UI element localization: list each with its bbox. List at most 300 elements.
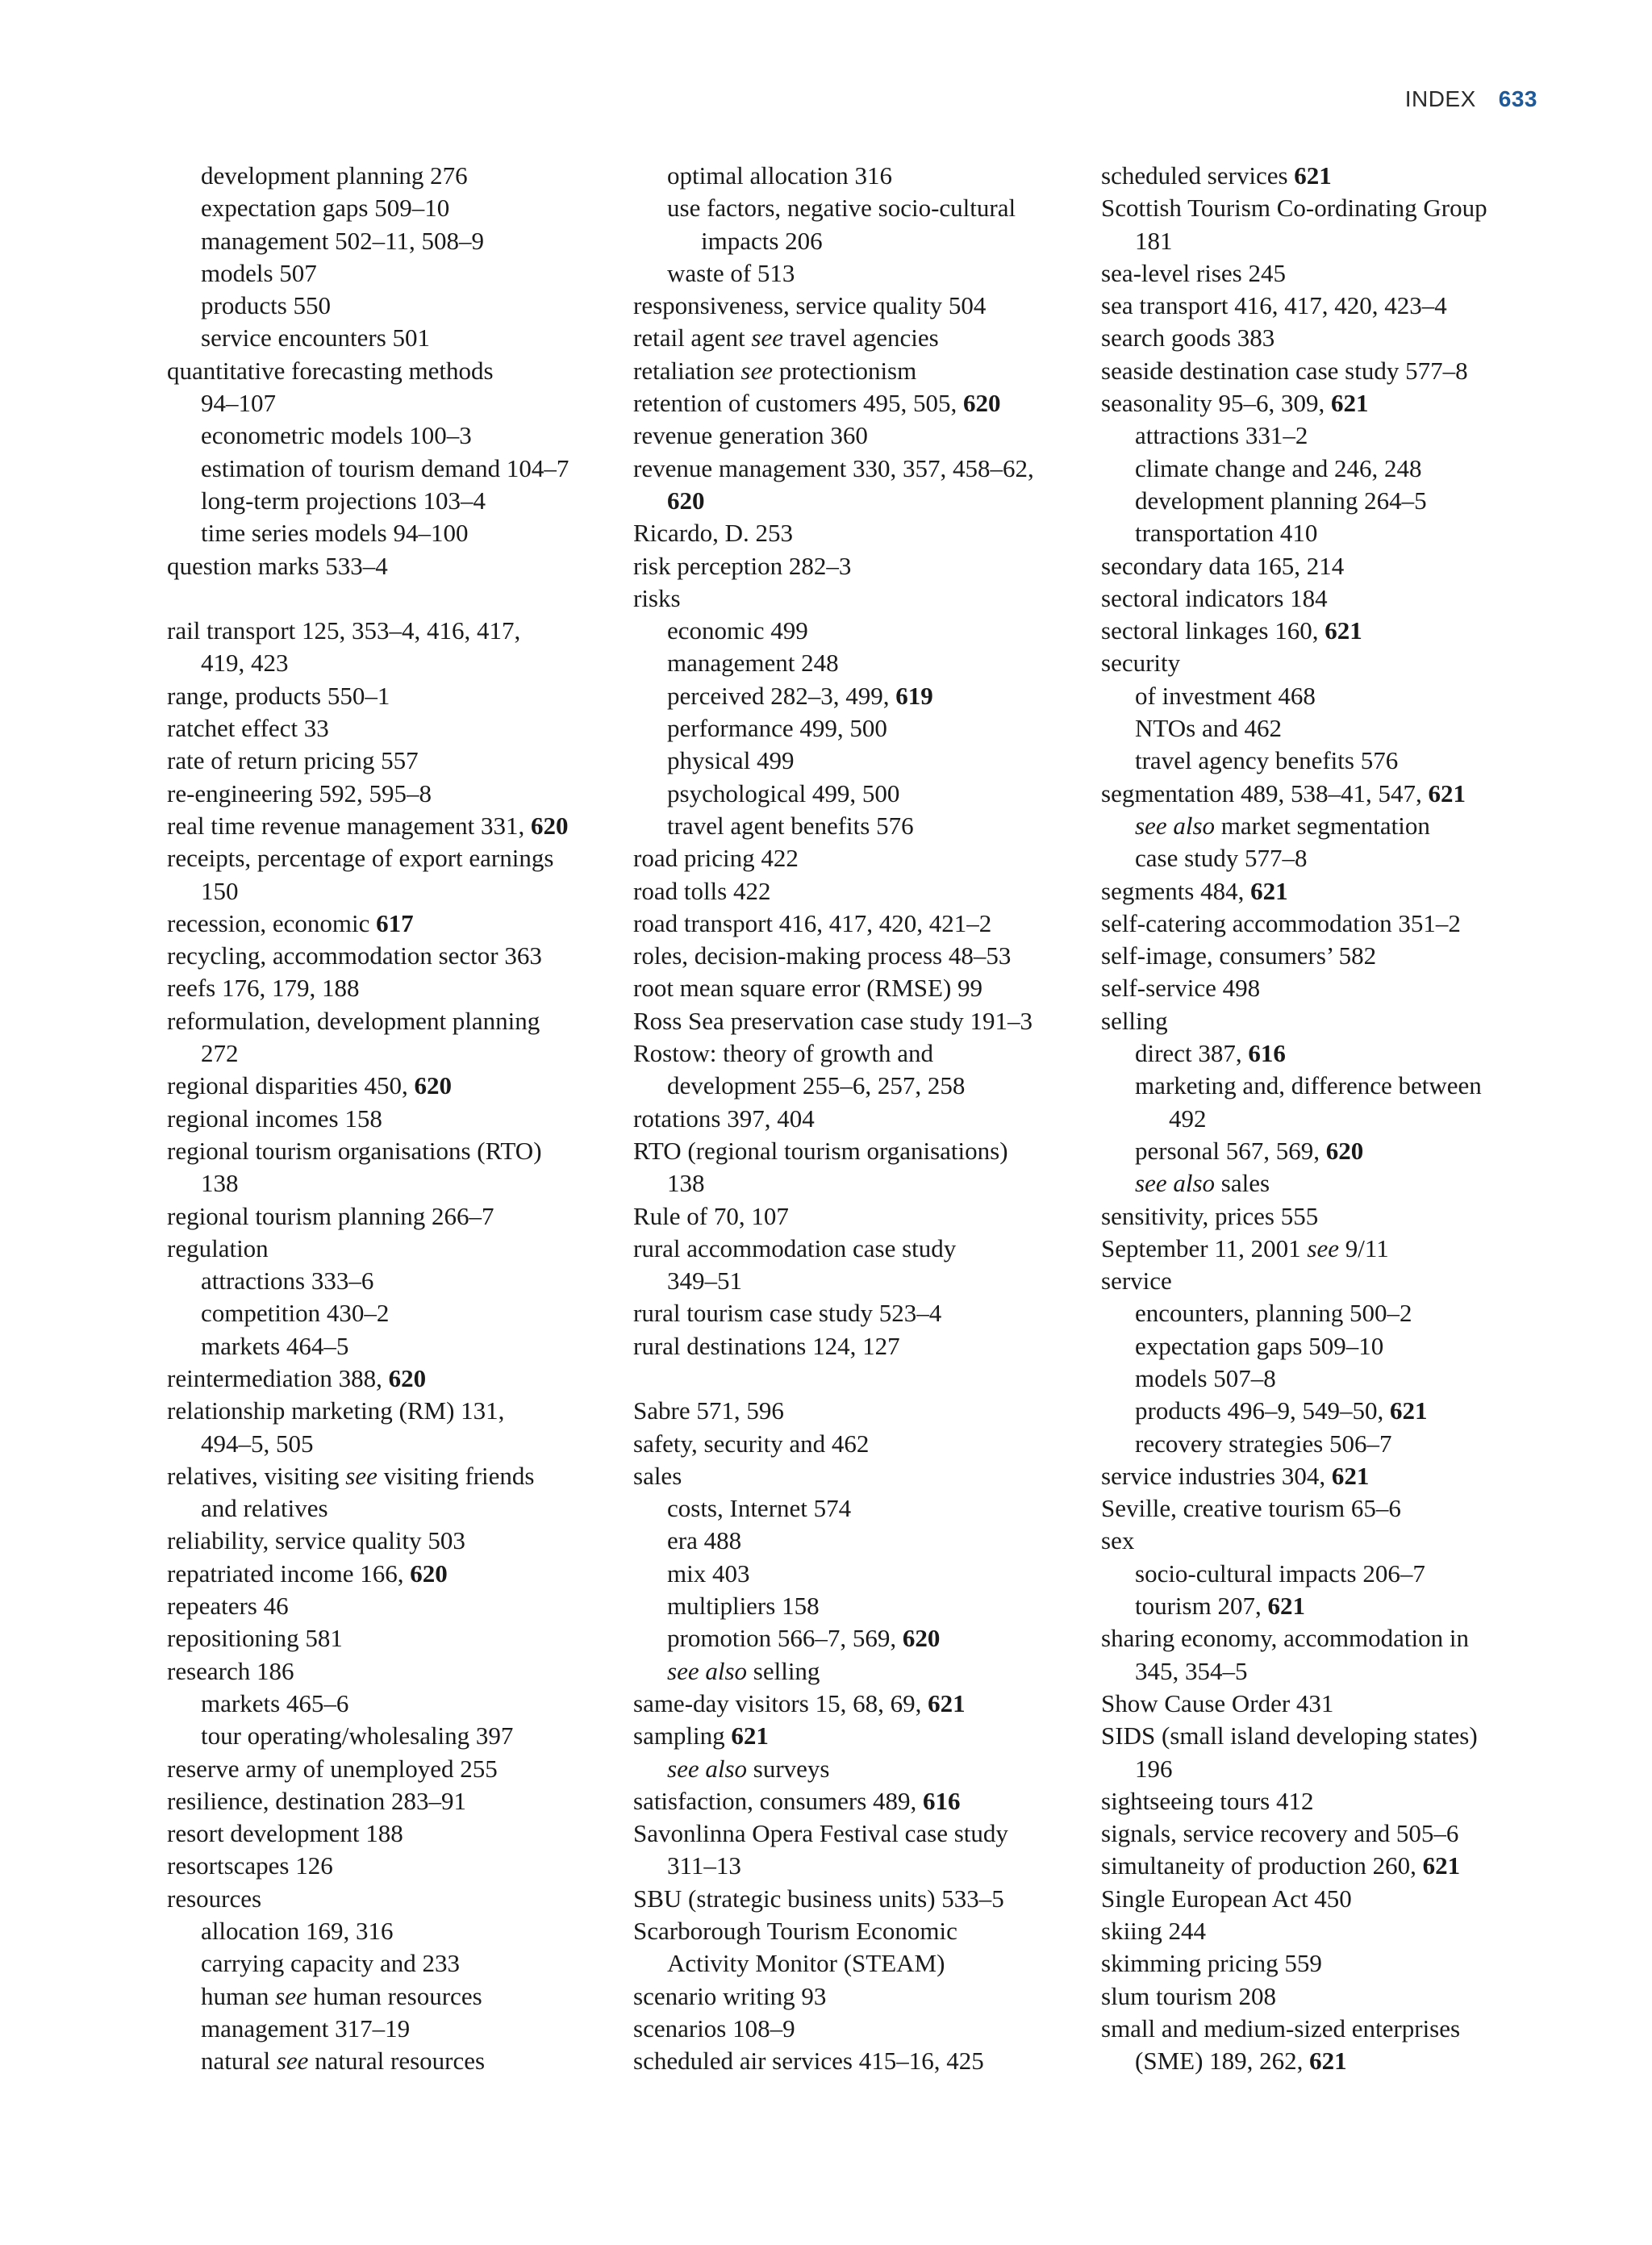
index-entry <box>1101 1688 1553 1720</box>
entry-text: sharing economy, accommodation in <box>1101 1624 1469 1653</box>
entry-text: Sabre 571, 596 <box>633 1396 784 1425</box>
index-entry <box>1101 257 1553 290</box>
entry-text: management 248 <box>667 649 839 678</box>
index-subentry <box>167 419 619 452</box>
bold-page-ref: 620 <box>962 389 1001 418</box>
cross-ref-term: see <box>275 1981 307 2010</box>
entry-text: regional tourism organisations (RTO) <box>167 1136 542 1165</box>
index-subentry <box>167 485 619 517</box>
entry-text: reliability, service quality 503 <box>167 1526 465 1555</box>
index-subentry <box>167 1688 619 1720</box>
entry-text: mix 403 <box>667 1559 750 1588</box>
index-subentry <box>167 2045 619 2077</box>
bold-page-ref: 616 <box>1248 1039 1286 1068</box>
index-entry <box>167 1460 619 1492</box>
cross-ref-term: see also <box>667 1656 748 1685</box>
entry-text: regional incomes 158 <box>167 1104 382 1133</box>
index-entry <box>633 1037 1085 1070</box>
cross-ref-term: see <box>751 323 783 353</box>
index-entry <box>633 1135 1085 1167</box>
entry-text: visiting friends <box>377 1461 535 1490</box>
index-entry <box>633 908 1085 940</box>
index-column-3 <box>1101 160 1553 2078</box>
entry-text: root mean square error (RMSE) 99 <box>633 974 983 1003</box>
entry-text: time series models 94–100 <box>201 519 469 548</box>
index-entry <box>1101 355 1553 387</box>
entry-text: retaliation <box>633 356 741 385</box>
index-subentry <box>633 1558 1085 1590</box>
entry-text: small and medium-sized enterprises <box>1101 2013 1461 2043</box>
index-subentry <box>1101 485 1553 517</box>
entry-text: skimming pricing 559 <box>1101 1949 1322 1978</box>
index-entry <box>167 908 619 940</box>
index-entry <box>1101 192 1553 224</box>
index-entry <box>167 712 619 745</box>
entry-text: surveys <box>747 1754 830 1783</box>
index-subentry <box>167 1492 619 1525</box>
entry-text: impacts 206 <box>701 226 823 255</box>
entry-text: tourism 207, <box>1135 1592 1268 1621</box>
entry-text: human <box>201 1981 276 2010</box>
entry-text: expectation gaps 509–10 <box>201 194 450 223</box>
index-subentry <box>1101 1297 1553 1329</box>
entry-text: travel agent benefits 576 <box>667 811 914 840</box>
entry-text: SBU (strategic business units) 533–5 <box>633 1884 1004 1913</box>
index-subentry <box>1101 419 1553 452</box>
index-subentry <box>633 1070 1085 1102</box>
entry-text: repositioning 581 <box>167 1624 343 1653</box>
index-entry <box>167 1135 619 1167</box>
bold-page-ref: 621 <box>1428 778 1466 807</box>
index-entry <box>1101 1200 1553 1233</box>
entry-text: reintermediation 388, <box>167 1363 389 1392</box>
entry-text: signals, service recovery and 505–6 <box>1101 1819 1459 1848</box>
index-entry <box>633 1460 1085 1492</box>
index-subentry <box>167 1915 619 1947</box>
index-subentry <box>1101 842 1553 874</box>
cross-ref-term: see also <box>1135 1169 1216 1198</box>
entry-text: same-day visitors 15, 68, 69, <box>633 1688 928 1717</box>
entry-text: 138 <box>201 1169 239 1198</box>
entry-text: secondary data 165, 214 <box>1101 551 1345 580</box>
index-subentry <box>1101 453 1553 485</box>
index-subentry <box>1101 2045 1553 2077</box>
entry-text: self-service 498 <box>1101 974 1261 1003</box>
cross-ref-term: see <box>276 2047 309 2076</box>
entry-text: seasonality 95–6, 309, <box>1101 389 1331 418</box>
index-subentry <box>167 2013 619 2045</box>
index-entry <box>633 1395 1085 1427</box>
index-subentry <box>1101 1135 1553 1167</box>
page-number: 633 <box>1498 86 1537 111</box>
entry-text: attractions 333–6 <box>201 1266 374 1296</box>
index-subentry <box>633 1167 1085 1200</box>
index-subentry <box>633 745 1085 777</box>
entry-text: question marks 533–4 <box>167 551 388 580</box>
index-subentry <box>633 1492 1085 1525</box>
bold-page-ref: 621 <box>1309 2047 1347 2076</box>
entry-text: physical 499 <box>667 746 795 775</box>
index-subentry <box>1101 1655 1553 1688</box>
index-subentry <box>1101 1362 1553 1395</box>
index-subentry <box>1101 1558 1553 1590</box>
entry-text: 349–51 <box>667 1266 742 1296</box>
entry-text: 345, 354–5 <box>1135 1656 1248 1685</box>
bold-page-ref: 620 <box>1325 1136 1364 1165</box>
index-subentry <box>167 257 619 290</box>
entry-text: real time revenue management 331, <box>167 811 532 840</box>
index-entry <box>167 1850 619 1882</box>
index-subentry <box>633 160 1085 192</box>
bold-page-ref: 620 <box>388 1363 427 1392</box>
entry-text: 494–5, 505 <box>201 1429 314 1458</box>
index-subentry <box>1101 745 1553 777</box>
entry-text: segments 484, <box>1101 876 1251 905</box>
entry-text: road transport 416, 417, 420, 421–2 <box>633 908 992 937</box>
entry-text: Ricardo, D. 253 <box>633 519 794 548</box>
bold-page-ref: 620 <box>531 811 569 840</box>
bold-page-ref: 621 <box>1250 876 1288 905</box>
index-entry <box>1101 1850 1553 1882</box>
index-entry <box>1101 1265 1553 1297</box>
index-subentry <box>1101 1590 1553 1622</box>
entry-text: SIDS (small island developing states) <box>1101 1721 1478 1751</box>
index-subentry <box>167 1265 619 1297</box>
entry-text: regional disparities 450, <box>167 1071 415 1100</box>
entry-text: products 496–9, 549–50, <box>1135 1396 1391 1425</box>
index-entry <box>167 778 619 810</box>
index-subentry <box>167 290 619 322</box>
bold-page-ref: 621 <box>1390 1396 1428 1425</box>
running-header <box>1405 86 1537 112</box>
bold-page-ref: 621 <box>1331 1461 1370 1490</box>
index-entry <box>633 517 1085 549</box>
index-entry <box>1101 940 1553 972</box>
entry-text: rural destinations 124, 127 <box>633 1331 900 1360</box>
entry-text: revenue generation 360 <box>633 421 868 450</box>
blank-line <box>167 582 619 615</box>
entry-text: selling <box>1101 1006 1168 1035</box>
index-subentry <box>633 1850 1085 1882</box>
entry-text: NTOs and 462 <box>1135 714 1282 743</box>
entry-text: Ross Sea preservation case study 191–3 <box>633 1006 1033 1035</box>
index-entry <box>633 2045 1085 2077</box>
entry-text: retention of customers 495, 505, <box>633 389 963 418</box>
index-entry <box>1101 1720 1553 1752</box>
entry-text: costs, Internet 574 <box>667 1494 852 1523</box>
index-entry <box>1101 1883 1553 1915</box>
entry-text: rotations 397, 404 <box>633 1104 815 1133</box>
entry-text: sectoral linkages 160, <box>1101 616 1325 645</box>
index-entry <box>167 1233 619 1265</box>
index-entry <box>167 1590 619 1622</box>
index-subentry <box>633 225 1085 257</box>
index-subentry <box>167 453 619 485</box>
entry-text: development planning 264–5 <box>1135 486 1427 515</box>
index-subentry <box>167 1720 619 1752</box>
entry-text: satisfaction, consumers 489, <box>633 1786 924 1815</box>
entry-text: carrying capacity and 233 <box>201 1949 461 1978</box>
entry-text: Single European Act 450 <box>1101 1884 1352 1913</box>
index-subentry <box>633 257 1085 290</box>
index-subentry <box>1101 712 1553 745</box>
index-subentry <box>1101 1167 1553 1200</box>
entry-text: reefs 176, 179, 188 <box>167 974 360 1003</box>
entry-text: scenario writing 93 <box>633 1981 827 2010</box>
entry-text: Activity Monitor (STEAM) <box>667 1949 945 1978</box>
index-entry <box>1101 647 1553 679</box>
index-subentry <box>1101 1330 1553 1362</box>
entry-text: recycling, accommodation sector 363 <box>167 941 542 970</box>
header-label: INDEX <box>1404 86 1476 111</box>
entry-text: search goods 383 <box>1101 323 1275 353</box>
index-entry <box>633 1980 1085 2013</box>
entry-text: service <box>1101 1266 1172 1296</box>
entry-text: 419, 423 <box>201 649 289 678</box>
index-entry <box>1101 290 1553 322</box>
bold-page-ref: 620 <box>414 1071 452 1100</box>
entry-text: models 507 <box>201 258 317 287</box>
bold-page-ref: 620 <box>667 486 705 515</box>
entry-text: natural <box>201 2047 277 2076</box>
index-entry <box>167 1362 619 1395</box>
cross-ref-term: see <box>345 1461 378 1490</box>
entry-text: 311–13 <box>667 1851 741 1880</box>
index-entry <box>633 453 1085 485</box>
bold-page-ref: 621 <box>731 1721 769 1751</box>
entry-text: risks <box>633 583 681 612</box>
entry-text: sales <box>633 1461 682 1490</box>
entry-text: expectation gaps 509–10 <box>1135 1331 1384 1360</box>
index-entry <box>1101 550 1553 582</box>
index-entry <box>633 1817 1085 1850</box>
entry-text: security <box>1101 649 1181 678</box>
index-subentry <box>633 1655 1085 1688</box>
entry-text: repeaters 46 <box>167 1592 289 1621</box>
entry-text: revenue management 330, 357, 458–62, <box>633 453 1034 482</box>
index-subentry <box>167 1947 619 1980</box>
entry-text: re-engineering 592, 595–8 <box>167 778 432 807</box>
index-entry <box>633 355 1085 387</box>
entry-text: encounters, planning 500–2 <box>1135 1299 1412 1328</box>
index-entry <box>1101 615 1553 647</box>
index-subentry <box>167 1980 619 2013</box>
entry-text: safety, security and 462 <box>633 1429 870 1458</box>
index-entry <box>633 1883 1085 1915</box>
entry-text: use factors, negative socio-cultural <box>667 194 1016 223</box>
index-entry <box>167 1005 619 1037</box>
entry-text: socio-cultural impacts 206–7 <box>1135 1559 1425 1588</box>
index-entry <box>633 1103 1085 1135</box>
entry-text: competition 430–2 <box>201 1299 390 1328</box>
index-entry <box>633 387 1085 419</box>
entry-text: management 502–11, 508–9 <box>201 226 484 255</box>
index-entry <box>167 972 619 1004</box>
bold-page-ref: 619 <box>895 681 933 710</box>
index-entry <box>167 1655 619 1688</box>
entry-text: sampling <box>633 1721 732 1751</box>
entry-text: relatives, visiting <box>167 1461 346 1490</box>
entry-text: climate change and 246, 248 <box>1135 453 1422 482</box>
index-entry <box>633 582 1085 615</box>
entry-text: service encounters 501 <box>201 323 431 353</box>
entry-text: products 550 <box>201 291 332 320</box>
index-entry <box>1101 1947 1553 1980</box>
index-subentry <box>633 1753 1085 1785</box>
index-column-1 <box>167 160 619 2078</box>
entry-text: service industries 304, <box>1101 1461 1332 1490</box>
entry-text: long-term projections 103–4 <box>201 486 486 515</box>
index-subentry <box>633 712 1085 745</box>
index-entry <box>633 1915 1085 1947</box>
entry-text: Rule of 70, 107 <box>633 1201 789 1230</box>
index-entry <box>633 1785 1085 1817</box>
entry-text: direct 387, <box>1135 1039 1249 1068</box>
bold-page-ref: 616 <box>923 1786 961 1815</box>
index-entry <box>167 940 619 972</box>
index-entry <box>633 550 1085 582</box>
entry-text: rural tourism case study 523–4 <box>633 1299 942 1328</box>
entry-text: travel agencies <box>782 323 939 353</box>
bold-page-ref: 621 <box>1325 616 1362 645</box>
index-entry <box>1101 322 1553 354</box>
entry-text: sectoral indicators 184 <box>1101 583 1328 612</box>
entry-text: responsiveness, service quality 504 <box>633 291 987 320</box>
entry-text: 9/11 <box>1339 1233 1389 1262</box>
index-entry <box>167 1883 619 1915</box>
entry-text: case study 577–8 <box>1135 844 1308 873</box>
index-subentry <box>167 160 619 192</box>
entry-text: sensitivity, prices 555 <box>1101 1201 1319 1230</box>
index-entry <box>167 355 619 387</box>
entry-text: road pricing 422 <box>633 844 799 873</box>
entry-text: range, products 550–1 <box>167 681 390 710</box>
entry-text: management 317–19 <box>201 2013 411 2043</box>
bold-page-ref: 621 <box>1267 1592 1305 1621</box>
index-entry <box>1101 582 1553 615</box>
entry-text: sea-level rises 245 <box>1101 258 1286 287</box>
entry-text: market segmentation <box>1215 811 1430 840</box>
entry-text: waste of 513 <box>667 258 795 287</box>
entry-text: September 11, 2001 <box>1101 1233 1308 1262</box>
entry-text: repatriated income 166, <box>167 1559 411 1588</box>
entry-text: self-image, consumers’ 582 <box>1101 941 1377 970</box>
index-entry <box>633 1428 1085 1460</box>
index-entry <box>167 1558 619 1590</box>
entry-text: road tolls 422 <box>633 876 771 905</box>
entry-text: scheduled services <box>1101 161 1295 190</box>
index-subentry <box>1101 1395 1553 1427</box>
entry-text: simultaneity of production 260, <box>1101 1851 1423 1880</box>
index-entry <box>167 615 619 647</box>
entry-text: estimation of tourism demand 104–7 <box>201 453 569 482</box>
entry-text: Rostow: theory of growth and <box>633 1039 933 1068</box>
entry-text: regulation <box>167 1233 269 1262</box>
entry-text: research 186 <box>167 1656 294 1685</box>
index-entry <box>633 940 1085 972</box>
index-subentry <box>167 387 619 419</box>
index-entry <box>633 1688 1085 1720</box>
entry-text: and relatives <box>201 1494 328 1523</box>
entry-text: roles, decision-making process 48–53 <box>633 941 1012 970</box>
entry-text: promotion 566–7, 569, <box>667 1624 903 1653</box>
entry-text: resilience, destination 283–91 <box>167 1786 467 1815</box>
index-subentry <box>167 875 619 908</box>
entry-text: perceived 282–3, 499, <box>667 681 896 710</box>
bold-page-ref: 617 <box>376 908 414 937</box>
index-entry <box>633 2013 1085 2045</box>
index-entry <box>1101 2013 1553 2045</box>
index-subentry <box>1101 1070 1553 1102</box>
index-entry <box>633 1200 1085 1233</box>
index-entry <box>1101 1980 1553 2013</box>
entry-text: marketing and, difference between <box>1135 1071 1482 1100</box>
entry-text: performance 499, 500 <box>667 714 887 743</box>
entry-text: natural resources <box>308 2047 486 2076</box>
index-entry <box>167 1395 619 1427</box>
entry-text: allocation 169, 316 <box>201 1917 394 1946</box>
entry-text: 181 <box>1135 226 1173 255</box>
index-subentry <box>633 1590 1085 1622</box>
index-entry <box>1101 1817 1553 1850</box>
entry-text: 150 <box>201 876 239 905</box>
entry-text: rate of return pricing 557 <box>167 746 419 775</box>
index-subentry <box>633 615 1085 647</box>
index-entry <box>1101 1785 1553 1817</box>
bold-page-ref: 621 <box>1331 389 1369 418</box>
entry-text: personal 567, 569, <box>1135 1136 1326 1165</box>
index-entry <box>167 810 619 842</box>
entry-text: models 507–8 <box>1135 1363 1276 1392</box>
index-entry <box>633 875 1085 908</box>
entry-text: reserve army of unemployed 255 <box>167 1754 498 1783</box>
entry-text: 94–107 <box>201 389 276 418</box>
entry-text: scheduled air services 415–16, 425 <box>633 2047 984 2076</box>
index-entry <box>1101 778 1553 810</box>
entry-text: resortscapes 126 <box>167 1851 333 1880</box>
index-subentry <box>167 322 619 354</box>
index-subentry <box>633 1622 1085 1655</box>
entry-text: development 255–6, 257, 258 <box>667 1071 966 1100</box>
index-entry <box>167 1785 619 1817</box>
entry-text: era 488 <box>667 1526 742 1555</box>
index-entry <box>1101 1525 1553 1557</box>
bold-page-ref: 621 <box>1294 161 1332 190</box>
cross-ref-term: see <box>740 356 774 385</box>
entry-text: Scarborough Tourism Economic <box>633 1917 957 1946</box>
entry-text: seaside destination case study 577–8 <box>1101 356 1468 385</box>
index-entry <box>633 1720 1085 1752</box>
entry-text: markets 465–6 <box>201 1688 349 1717</box>
entry-text: recovery strategies 506–7 <box>1135 1429 1392 1458</box>
entry-text: Show Cause Order 431 <box>1101 1688 1334 1717</box>
index-subentry <box>633 192 1085 224</box>
bold-page-ref: 620 <box>410 1559 448 1588</box>
index-entry <box>633 1330 1085 1362</box>
entry-text: quantitative forecasting methods <box>167 356 494 385</box>
index-entry <box>633 1233 1085 1265</box>
index-subentry <box>167 1428 619 1460</box>
index-subentry <box>167 1297 619 1329</box>
entry-text: rail transport 125, 353–4, 416, 417, <box>167 616 521 645</box>
index-entry <box>1101 1622 1553 1655</box>
index-entry <box>633 322 1085 354</box>
index-entry <box>167 1200 619 1233</box>
index-subentry <box>167 225 619 257</box>
index-entry <box>633 972 1085 1004</box>
index-entry <box>167 1622 619 1655</box>
entry-text: econometric models 100–3 <box>201 421 472 450</box>
